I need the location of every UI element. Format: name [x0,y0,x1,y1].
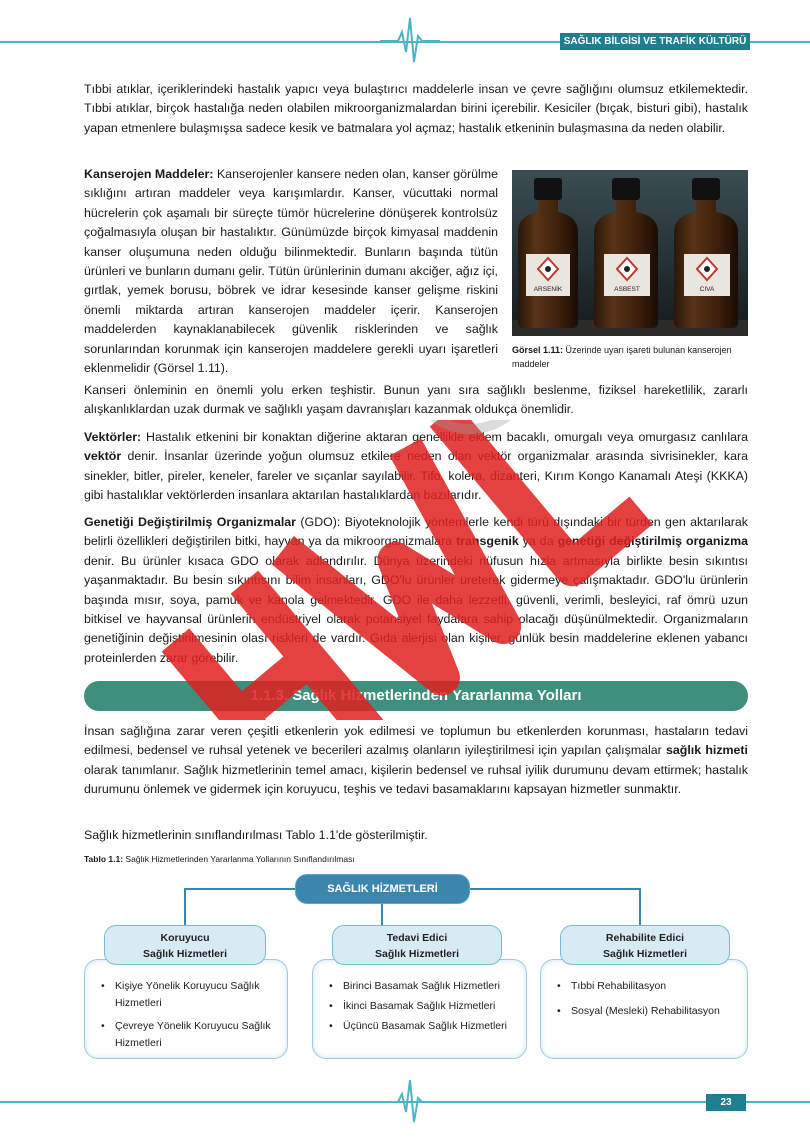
table-caption [84,854,355,864]
list-item: • Birinci Basamak Sağlık Hizmetleri [329,978,514,995]
node-curative-line2: Sağlık Hizmetleri [374,948,460,960]
table-caption-label: Tablo 1.1: [84,854,124,864]
paragraph-health-services [84,722,748,800]
bottle-label-3: CIVA [699,286,715,293]
node-rehabilitative-line2: Sağlık Hizmetleri [602,948,688,960]
paragraph-medical-waste: Tıbbi atıklar, içeriklerindeki hastalık yapıcı veya bulaştırıcı maddelerle insan ve çevre sağlığını olumsuz etkilemektedir. Tıbbi atıklar, birçok hastalığa neden olabilen mikroorganizmalardan birini içerebilir. Kesiciler (bıçak, bisturi gibi), hastalık yapan etmenlere bulaşmışsa sadece kesik ve batmalara yol açmaz; hastalık etkeninin bulaşmasına da neden olabilir. [84,82,748,135]
paragraph-gmo-text-a: (GDO): Biyoteknolojik yöntemlerle kendi türü dışındaki bir türden gen aktarılarak belirli özellikleri değiştirilen bitki, hayvan ya da mikroorganizmalara [84,515,749,549]
paragraph-prevention: Kanseri önleminin en önemli yolu erken teşhistir. Bunun yanı sıra sağlıklı beslenme, fiziksel hareketlilik, zararlı alışkanlıklardan uzak durmak ve sağlıklı yaşam davranışları kazanmak oldukça önemlidir. [84,383,748,417]
heartbeat-icon [380,1076,440,1126]
paragraph-vectors-text-a: Hastalık etkenini bir konaktan diğerine aktaran genellikle eklem bacaklı, omurgalı veya omurgasız canlılara [141,430,748,444]
bottle-label-1: ARSENİK [533,286,563,293]
heartbeat-icon [380,10,440,70]
diagram-root: SAĞLIK HİZMETLERİ [295,874,470,904]
figure-caption [512,343,748,371]
term-health-service: sağlık hizmeti [666,743,748,758]
term-vectors: Vektörler: [84,430,142,444]
section-heading: 1.1.3. Sağlık Hizmetlerinden Yararlanma Yolları [84,681,748,711]
bottle-label-2: ASBEST [614,286,640,293]
paragraph-gmo-text-c: denir. Bu ürünler kısaca GDO olarak adlandırılır. Dünya üzerindeki nüfusun hızla artmasıyla birlikte besin sıkıntısı yaşanmaktadır. Bu besin sıkıntısını bilim insanları, GDO'lu ürünler üreterek gidermeye çalışmaktadır. GDO'lu ürünlerin başında mısır, soya, pamuk ve kanola gelmektedir. GDO ile daha lezzetli, güvenli, verimli, besleyici, raf ömrü uzun bitkisel ve hayvansal ürünlerin endüstriyel olarak potansiyel faydalara sahip olacağı düşünülmektedir. Organizmaların genetiğinin değiştirilmesinin olası riskleri de vardır. Gıda alerjisi olan kişiler, günlük besin maddelerine eklenen yabancı proteinlerden zarar görebilir. [84,553,748,665]
header-title: SAĞLIK BİLGİSİ VE TRAFİK KÜLTÜRÜ [560,33,750,50]
paragraph-vectors [84,428,748,506]
list-item: • Sosyal (Mesleki) Rehabilitasyon [557,1003,735,1020]
list-item: • Kişiye Yönelik Koruyucu Sağlık Hizmetleri [101,978,275,1012]
term-gmo: Genetiği Değiştirilmiş Organizmalar [84,515,296,529]
list-item: • İkinci Basamak Sağlık Hizmetleri [329,998,514,1015]
figure-caption-label: Görsel 1.11: [512,345,564,355]
list-item: • Tıbbi Rehabilitasyon [557,978,735,995]
term-genetically-modified: genetiği değiştirilmiş organizma [557,534,748,549]
box-preventive-items [84,959,288,1059]
node-preventive-line2: Sağlık Hizmetleri [142,948,228,960]
paragraph-carcinogens [84,165,498,378]
paragraph-table-ref: Sağlık hizmetlerinin sınıflandırılması Tablo 1.1'de gösterilmiştir. [84,828,428,842]
term-transgenic: transgenik [456,534,519,549]
list-item: • Üçüncü Basamak Sağlık Hizmetleri [329,1018,514,1035]
figure-caption-text: Üzerinde uyarı işareti bulunan kanserojen maddeler [512,345,732,369]
term-carcinogens: Kanserojen Maddeler: [84,167,214,181]
node-rehabilitative-line1: Rehabilite Edici [605,932,685,944]
table-caption-text: Sağlık Hizmetlerinden Yararlanma Yollarının Sınıflandırılması [123,854,355,864]
node-curative [332,925,502,965]
carcinogen-bottles-photo [512,170,748,336]
node-curative-line1: Tedavi Edici [386,932,448,944]
page-number: 23 [706,1094,746,1111]
paragraph-health-services-text-a: İnsan sağlığına zarar veren çeşitli etkenlerin yok edilmesi ve toplumun bu etkenlerden korunması, hastaların tedavi edilmesi, bedensel ve ruhsal yetenek ve becerileri azalmış olanların iyileştirilmesi için yapılan çalışmalar [84,724,748,758]
node-preventive [104,925,266,965]
paragraph-health-services-text-b: olarak tanımlanır. Sağlık hizmetlerinin temel amacı, kişilerin bedensel ve ruhsal iyilik durumunu devam ettirmek; hastalık durumunu önlemek ve gidermek için koruyucu, teşhis ve tedavi basamaklarını kapsayan hizmetler sunmaktır. [84,762,748,797]
list-item: • Çevreye Yönelik Koruyucu Sağlık Hizmetleri [101,1018,275,1052]
node-preventive-line1: Koruyucu [160,932,210,944]
paragraph-vectors-text-b: denir. İnsanlar üzerinde yoğun olumsuz etkilere neden olan vektör organizmalar arasında sivrisinekler, kara sinekler, bitler, pireler, keneler, fareler ve sıçanlar sayılabilir. Tifo, kolera, dizanteri, Kırım Kongo Kanamalı Ateşi (KKKA) gibi hastalıklar vektörlerden insanlara aktarılan hastalıklardan bazılarıdır. [84,449,748,503]
box-rehabilitative-items [540,959,748,1059]
box-curative-items [312,959,527,1059]
paragraph-gmo-text-b: ya da [518,534,558,549]
term-vector: vektör [84,449,122,464]
paragraph-gmo [84,513,748,668]
node-rehabilitative [560,925,730,965]
paragraph-carcinogens-text: Kanserojenler kansere neden olan, kanser görülme sıklığını artıran maddeler veya karışımlardır. Kanser, vücuttaki normal hücrelerin çok aşamalı bir süreçte tümör hücrelerine dönüşerek kontrolsüz çoğalmasıyla oluşan bir hastalıktır. Günümüzde birçok kimyasal maddenin kanser oluşumuna neden olduğu bilinmektedir. Bunların başında tütün ürünleri ve bunların dumanı gelir. Tütün ürünlerinin dumanı akciğer, ağız içi, gırtlak, yemek borusu, böbrek ve idrar kesesinde kanser gelişme riskini önemli miktarda artıran kanserojen maddeler içerir. Kanserojen maddelerden kaynaklanabilecek güvenlik risklerinden ve sağlık sorunlarından korunmak için kanserojen maddelere gerekli uyarı işaretleri eklenmelidir (Görsel 1.11). [84,167,498,376]
health-services-diagram [84,870,748,1065]
